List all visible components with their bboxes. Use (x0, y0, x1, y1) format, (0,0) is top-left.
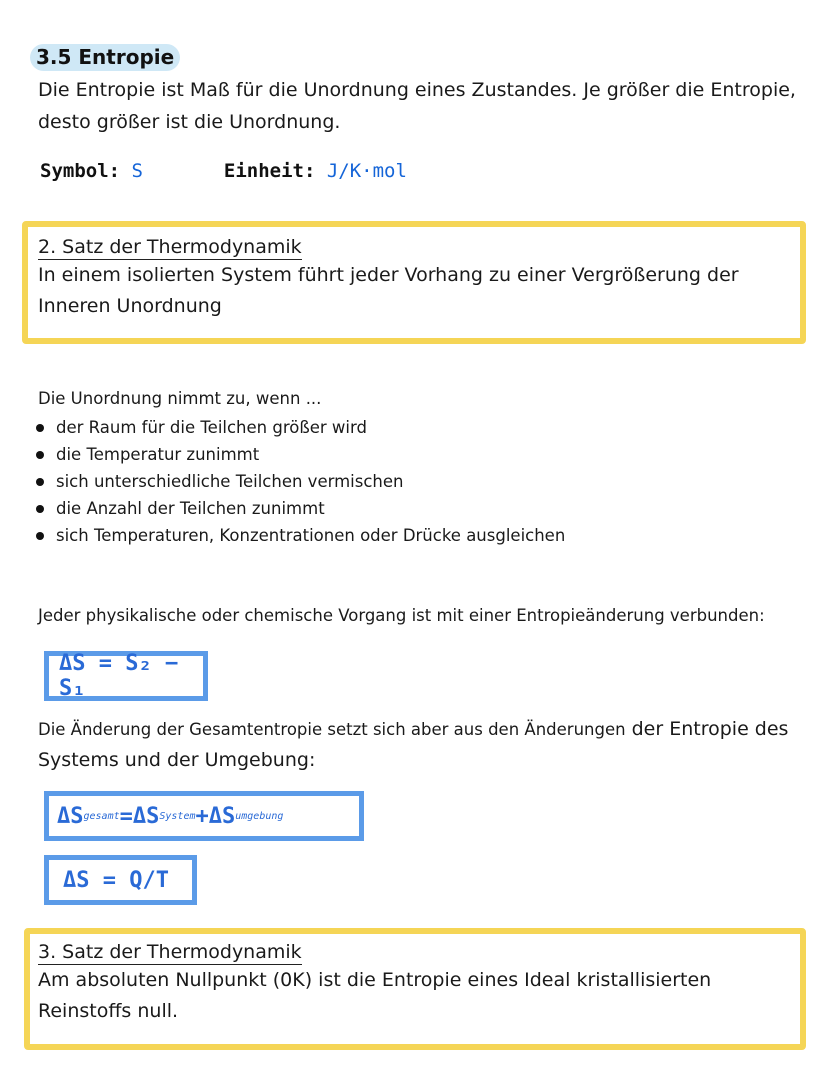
law3-title: 3. Satz der Thermodynamik (38, 941, 302, 963)
symbol-unit-line (40, 160, 407, 182)
law3-text: Am absoluten Nullpunkt (0K) ist die Entropie eines Ideal kristallisierten Reinstoffs null. (38, 969, 712, 1022)
bullet-icon (36, 532, 44, 540)
total-entropy-paragraph (38, 714, 798, 776)
formula-delta-s: ΔS = S₂ − S₁ (44, 651, 208, 701)
list-item: sich Temperaturen, Konzentrationen oder Drücke ausgleichen (36, 522, 565, 549)
section-heading-wrap (30, 44, 180, 71)
law2-box (22, 221, 806, 344)
section-heading: 3.5 Entropie (30, 44, 180, 71)
unit-value: J/K·mol (326, 160, 407, 182)
unit-label: Einheit: (223, 160, 316, 182)
para2-part1: Die Änderung der Gesamtentropie setzt sich aber aus den Änderungen (38, 720, 626, 739)
disorder-list (36, 414, 565, 549)
bullet-icon (36, 451, 44, 459)
list-item: die Anzahl der Teilchen zunimmt (36, 495, 565, 522)
para2-part2: der Entropie des Systems und der Umgebung: (38, 718, 789, 771)
list-item: sich unterschiedliche Teilchen vermischen (36, 468, 565, 495)
disorder-intro: Die Unordnung nimmt zu, wenn ... (38, 389, 322, 408)
intro-paragraph: Die Entropie ist Maß für die Unordnung eines Zustandes. Je größer die Entropie, desto größer ist die Unordnung. (38, 79, 796, 133)
bullet-icon (36, 424, 44, 432)
bullet-icon (36, 505, 44, 513)
law2-title: 2. Satz der Thermodynamik (38, 236, 302, 258)
entropy-change-paragraph: Jeder physikalische oder chemische Vorgang ist mit einer Entropieänderung verbunden: (38, 606, 765, 625)
bullet-icon (36, 478, 44, 486)
formula-q-over-t: ΔS = Q/T (44, 855, 197, 905)
law2-text: In einem isolierten System führt jeder Vorhang zu einer Vergrößerung der Inneren Unordnung (38, 264, 739, 317)
law3-box (24, 928, 806, 1050)
formula-total-entropy: ΔS gesamt = ΔS System + ΔS umgebung (44, 791, 364, 841)
list-item: der Raum für die Teilchen größer wird (36, 414, 565, 441)
symbol-label: Symbol: (40, 160, 121, 182)
symbol-value: S (131, 160, 143, 182)
list-item: die Temperatur zunimmt (36, 441, 565, 468)
